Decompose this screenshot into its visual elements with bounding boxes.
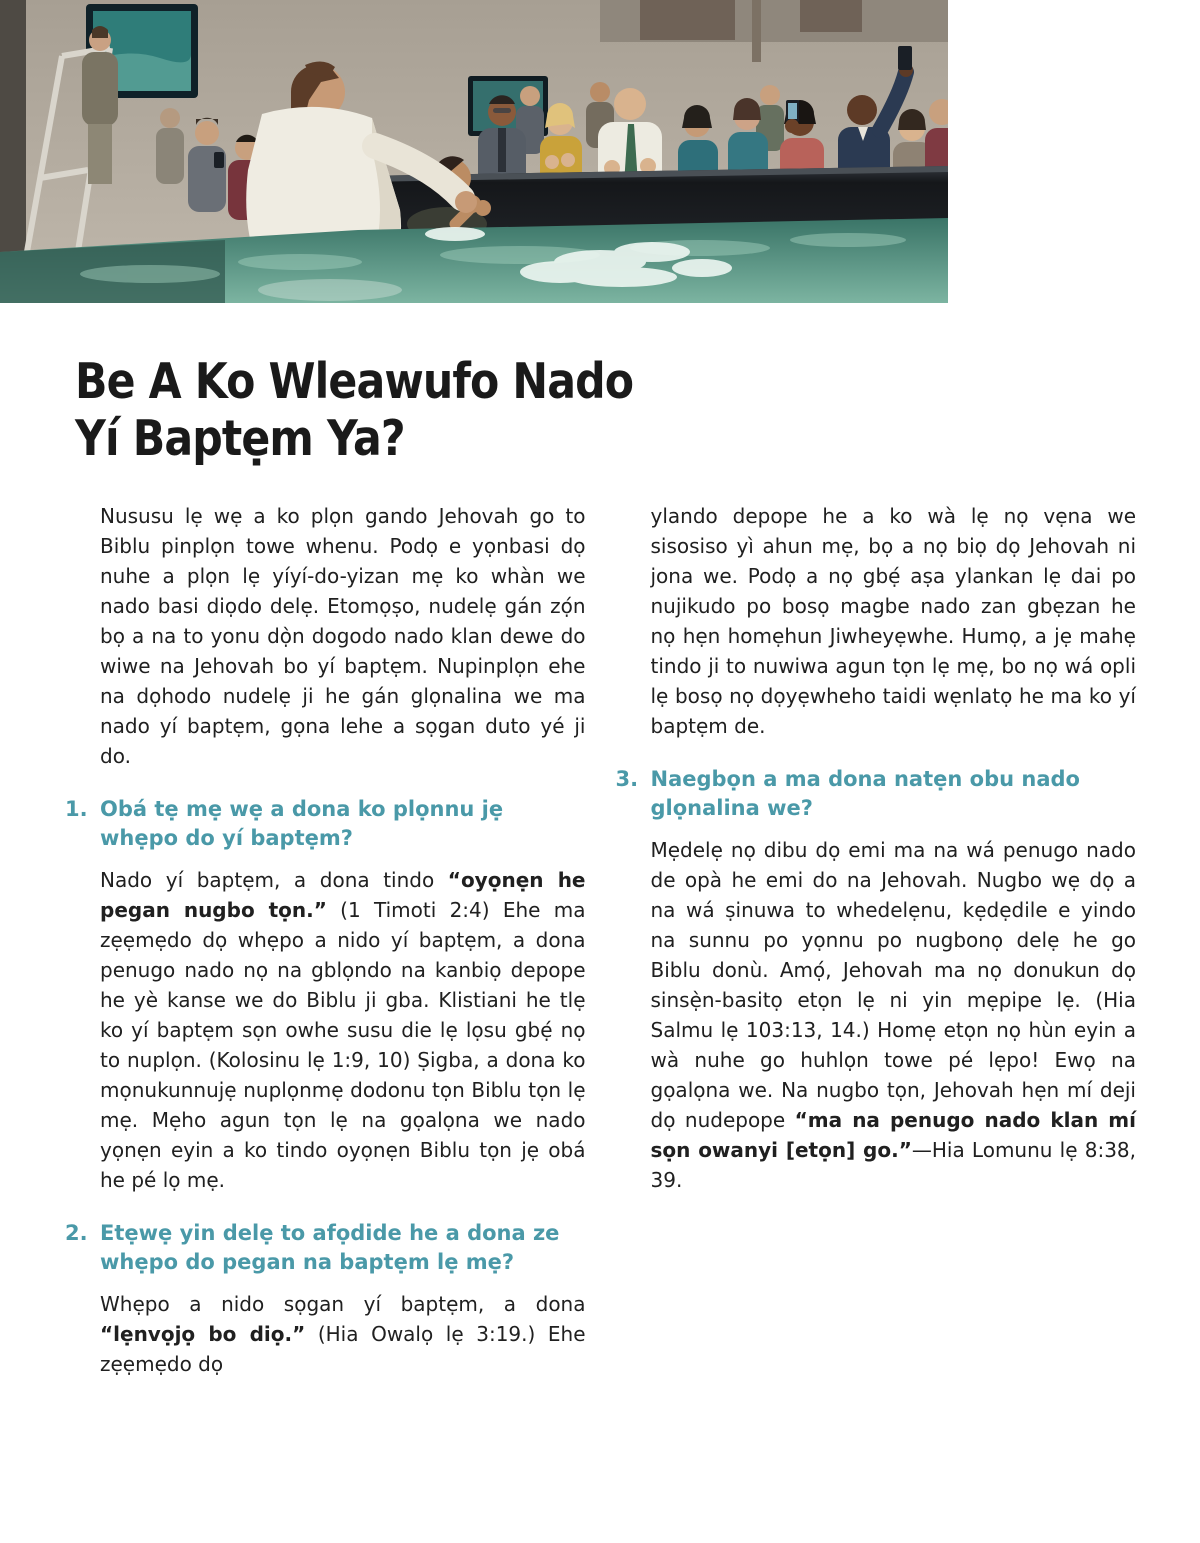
intro-paragraph: Nususu lẹ wẹ a ko plọn gando Jehovah go to Biblu pinplọn towe whenu. Podọ e yọnbasi dọ nuhe a plọn lẹ yíyí-do-yizan mẹ ko whàn we nado basi diọdo delẹ. Etomọṣo, nudelẹ gán zọ́n bọ a na to yonu dọ̀n dogodo nado klan dewe do wiwe na Jehovah bo yí baptẹm. Nupinplọn ehe na dọhodo nudelẹ ji he gán glọnalina we ma nado yí baptẹm, gọna lehe a sọgan duto yé ji do. xyxy=(100,504,586,768)
baptism-photo-illustration xyxy=(0,0,948,303)
column-left xyxy=(65,501,586,1379)
page-header xyxy=(0,0,1200,303)
question-1-heading xyxy=(65,795,586,853)
answer-2-paragraph: Whẹpo a nido sọgan yí baptẹm, a dona “lẹnvọjọ bo diọ.” (Hia Owalọ lẹ 3:19.) Ehe zẹẹmẹdo dọ xyxy=(100,1292,586,1376)
question-1-number: 1. xyxy=(65,797,88,821)
question-2-number: 2. xyxy=(65,1221,88,1245)
baptism-photo xyxy=(0,0,948,303)
page-title-line1: Be A Ko Wleawufo Nado xyxy=(75,353,634,410)
column-right xyxy=(616,501,1137,1379)
lesson-badge xyxy=(956,0,1200,303)
question-2-heading xyxy=(65,1219,586,1277)
header-gap xyxy=(948,0,956,303)
question-2-text: Etẹwẹ yin delẹ to afọdide he a dona ze whẹpo do pegan na baptẹm lẹ mẹ? xyxy=(100,1221,560,1274)
question-3-text: Naegbọn a ma dona natẹn obu nado glọnalina we? xyxy=(650,767,1080,820)
answer-1-paragraph: Nado yí baptẹm, a dona tindo “oyọnẹn he pegan nugbo tọn.” (1 Timoti 2:4) Ehe ma zẹẹmẹdo dọ whẹpo a nido yí baptẹm, a dona penugo nado nọ na gblọndo na kanbiọ depope he yè kanse we do Biblu ji gba. Klistiani he tlẹ ko yí baptẹm sọn owhe susu die lẹ lọsu gbẹ́ nọ to nuplọn. (Kolosinu lẹ 1:9, 10) Ṣigba, a dona ko mọnukunnujẹ nuplọnmẹ dodonu tọn Biblu tọn lẹ mẹ. Mẹho agun tọn lẹ na gọalọna we nado yọnẹn eyin a ko tindo oyọnẹn Biblu tọn jẹ obá he pé lọ mẹ. xyxy=(100,868,586,1192)
article-columns xyxy=(0,467,1200,1379)
answer-2-continued-paragraph: ylando depope he a ko wà lẹ nọ vẹna we sisosiso yì ahun mẹ, bọ a nọ biọ dọ Jehovah ni jona we. Podọ a nọ gbẹ́ aṣa ylankan lẹ dai po nujikudo po bosọ magbe nado zan gbẹzan he nọ hẹn homẹhun Jiwheyẹwhe. Humọ, a jẹ mahẹ tindo ji to nuwiwa agun tọn lẹ mẹ, bo nọ wá opli lẹ bosọ nọ dọyẹwheho taidi wẹnlatọ he ma ko yí baptẹm de. xyxy=(650,504,1136,738)
answer-3-paragraph: Mẹdelẹ nọ dibu dọ emi ma na wá penugo nado de opà he emi do na Jehovah. Nugbo wẹ dọ a na wá ṣinuwa to whedelẹnu, kẹdẹdile e yindo na sunnu po yọnnu po nugbonọ delẹ he go Biblu donù. Amọ́, Jehovah ma nọ donukun dọ sinsẹ̀n-basitọ etọn lẹ ni yin mẹpipe lẹ. (Hia Salmu lẹ 103:13, 14.) Homẹ etọn nọ hùn eyin a wà nuhe go huhlọn towe pé lẹpo! Ewọ na gọalọna we. Na nugbo tọn, Jehovah hẹn mí deji dọ nudepope “ma na penugo nado klan mí sọn owanyi [etọn] go.”—Hia Lomunu lẹ 8:38, 39. xyxy=(650,838,1136,1192)
question-3-number: 3. xyxy=(615,767,639,791)
lesson-number: 47 xyxy=(1022,63,1134,182)
question-3-heading xyxy=(616,765,1137,823)
page-title-line2: Yí Baptẹm Ya? xyxy=(75,410,405,467)
lesson-number-underline xyxy=(1028,190,1129,202)
page-title xyxy=(75,353,1054,467)
question-1-text: Obá tẹ mẹ wẹ a dona ko plọnnu jẹ whẹpo do yí baptẹm? xyxy=(100,797,504,850)
